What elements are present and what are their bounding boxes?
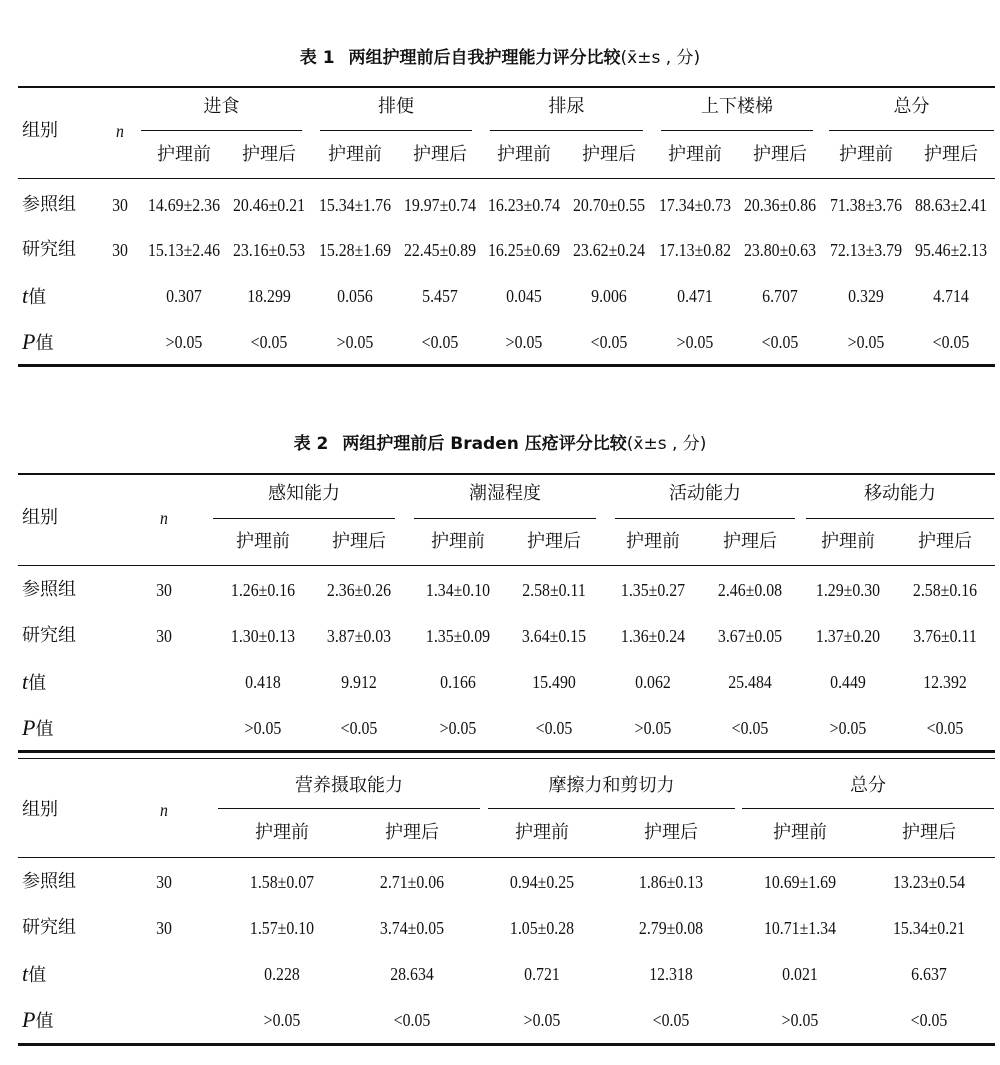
header-bottom-rule xyxy=(18,565,995,566)
row-label xyxy=(22,708,102,748)
category-underline xyxy=(213,518,395,519)
table-cell: 16.23±0.74 xyxy=(487,195,561,215)
table-cell: 2.79±0.08 xyxy=(638,918,704,938)
subheader-before: 护理前 xyxy=(515,822,569,843)
category-header: 上下楼梯 xyxy=(701,96,773,117)
table-cell: 1.35±0.27 xyxy=(620,580,686,600)
table-cell: 71.38±3.76 xyxy=(829,195,903,215)
table-cell: 1.86±0.13 xyxy=(638,872,704,892)
subheader-after: 护理后 xyxy=(918,531,972,552)
subheader-after: 护理后 xyxy=(582,144,636,165)
category-underline xyxy=(488,808,735,809)
table-cell: <0.05 xyxy=(731,718,769,738)
table-cell: <0.05 xyxy=(652,1010,690,1030)
table-cell: 12.318 xyxy=(649,964,693,984)
subheader-after: 护理后 xyxy=(332,531,386,552)
table-cell: 14.69±2.36 xyxy=(147,195,221,215)
table-cell: 10.71±1.34 xyxy=(763,918,837,938)
table-cell: 6.637 xyxy=(911,964,947,984)
group-header: 组别 xyxy=(22,507,58,528)
table-cell: <0.05 xyxy=(761,332,799,352)
table-cell: 0.329 xyxy=(848,286,884,306)
table1-caption xyxy=(0,46,1000,70)
row-n: 30 xyxy=(156,580,172,600)
subheader-after: 护理后 xyxy=(242,144,296,165)
table-cell: 20.46±0.21 xyxy=(232,195,306,215)
table-cell: 72.13±3.79 xyxy=(829,240,903,260)
table-cell: 9.006 xyxy=(591,286,627,306)
subheader-after: 护理后 xyxy=(413,144,467,165)
row-label-suffix: 值 xyxy=(35,1011,54,1032)
table-cell: <0.05 xyxy=(932,332,970,352)
subheader-before: 护理前 xyxy=(236,531,290,552)
subheader-after: 护理后 xyxy=(644,822,698,843)
table-cell: 23.16±0.53 xyxy=(232,240,306,260)
row-label xyxy=(22,322,102,362)
table-cell: 0.721 xyxy=(524,964,560,984)
table-cell: 1.26±0.16 xyxy=(230,580,296,600)
category-underline xyxy=(742,808,994,809)
table-top-rule xyxy=(18,758,995,759)
category-underline xyxy=(490,130,643,131)
table-cell: >0.05 xyxy=(634,718,672,738)
table-cell: 1.30±0.13 xyxy=(230,626,296,646)
row-label xyxy=(22,662,102,702)
table1-caption-stat: (x̄±s , 分) xyxy=(620,48,701,68)
table-cell: >0.05 xyxy=(847,332,885,352)
subheader-after: 护理后 xyxy=(924,144,978,165)
table-cell: >0.05 xyxy=(439,718,477,738)
table-cell: 4.714 xyxy=(933,286,969,306)
n-header: n xyxy=(116,121,124,141)
table-cell: 3.87±0.03 xyxy=(326,626,392,646)
category-header: 总分 xyxy=(850,775,886,796)
table-cell: 0.471 xyxy=(677,286,713,306)
table-cell: 3.67±0.05 xyxy=(717,626,783,646)
subheader-before: 护理前 xyxy=(821,531,875,552)
category-underline xyxy=(218,808,480,809)
table-cell: >0.05 xyxy=(263,1010,301,1030)
table-cell: 3.76±0.11 xyxy=(913,626,977,646)
table-cell: 15.28±1.69 xyxy=(318,240,392,260)
table-cell: >0.05 xyxy=(505,332,543,352)
table-cell: 95.46±2.13 xyxy=(914,240,988,260)
row-label: 研究组 xyxy=(22,625,76,646)
row-label xyxy=(22,954,102,994)
subheader-after: 护理后 xyxy=(753,144,807,165)
category-underline xyxy=(806,518,994,519)
subheader-before: 护理前 xyxy=(328,144,382,165)
subheader-before: 护理前 xyxy=(668,144,722,165)
subheader-after: 护理后 xyxy=(385,822,439,843)
subheader-before: 护理前 xyxy=(157,144,211,165)
group-header: 组别 xyxy=(22,120,58,141)
table-cell: 1.29±0.30 xyxy=(815,580,881,600)
table-cell: 0.021 xyxy=(782,964,818,984)
table-cell: 0.449 xyxy=(830,672,866,692)
table-cell: 1.05±0.28 xyxy=(509,918,575,938)
table-cell: <0.05 xyxy=(250,332,288,352)
table-cell: >0.05 xyxy=(244,718,282,738)
table-cell: 13.23±0.54 xyxy=(892,872,966,892)
table-cell: <0.05 xyxy=(926,718,964,738)
table-cell: 88.63±2.41 xyxy=(914,195,988,215)
table-cell: 15.490 xyxy=(532,672,576,692)
row-label xyxy=(22,1000,102,1040)
table1-caption-text: 两组护理前后自我护理能力评分比较 xyxy=(348,48,621,68)
table-cell: 2.46±0.08 xyxy=(717,580,783,600)
table2-caption-number: 表 2 xyxy=(293,434,329,454)
row-label-symbol: P xyxy=(22,715,36,740)
row-label-symbol: P xyxy=(22,329,36,354)
table-cell: 2.58±0.16 xyxy=(912,580,978,600)
category-header: 移动能力 xyxy=(864,483,936,504)
category-underline xyxy=(141,130,302,131)
table-cell: <0.05 xyxy=(590,332,628,352)
n-header: n xyxy=(160,508,168,528)
table-cell: <0.05 xyxy=(340,718,378,738)
table-cell: <0.05 xyxy=(393,1010,431,1030)
category-header: 总分 xyxy=(893,96,930,117)
table-cell: >0.05 xyxy=(676,332,714,352)
subheader-before: 护理前 xyxy=(626,531,680,552)
row-label-symbol: t xyxy=(22,961,29,986)
row-label xyxy=(22,276,102,316)
table-cell: 15.34±1.76 xyxy=(318,195,392,215)
table-cell: >0.05 xyxy=(829,718,867,738)
category-header: 潮湿程度 xyxy=(469,483,541,504)
table-cell: 17.13±0.82 xyxy=(658,240,732,260)
table-cell: 18.299 xyxy=(247,286,291,306)
table-cell: 2.36±0.26 xyxy=(326,580,392,600)
table-cell: 0.418 xyxy=(245,672,281,692)
table-cell: 2.71±0.06 xyxy=(379,872,445,892)
category-header: 摩擦力和剪切力 xyxy=(548,775,675,796)
table-cell: 15.34±0.21 xyxy=(892,918,966,938)
table2-caption-text: 两组护理前后 Braden 压疮评分比较 xyxy=(342,434,627,454)
group-header: 组别 xyxy=(22,798,58,820)
table1-caption-number: 表 1 xyxy=(299,48,335,68)
table-cell: 2.58±0.11 xyxy=(522,580,586,600)
table-cell: 23.62±0.24 xyxy=(572,240,646,260)
category-underline xyxy=(320,130,472,131)
category-underline xyxy=(661,130,813,131)
table-cell: 1.36±0.24 xyxy=(620,626,686,646)
table-cell: <0.05 xyxy=(910,1010,948,1030)
table-cell: 25.484 xyxy=(728,672,772,692)
table-cell: <0.05 xyxy=(421,332,459,352)
table-cell: 1.35±0.09 xyxy=(425,626,491,646)
subheader-before: 护理前 xyxy=(773,822,827,843)
row-label: 参照组 xyxy=(22,871,76,892)
category-underline xyxy=(615,518,795,519)
table-cell: 1.57±0.10 xyxy=(249,918,315,938)
table-cell: >0.05 xyxy=(165,332,203,352)
subheader-after: 护理后 xyxy=(527,531,581,552)
table-cell: 0.056 xyxy=(337,286,373,306)
subheader-before: 护理前 xyxy=(255,822,309,843)
table-cell: 3.64±0.15 xyxy=(521,626,587,646)
table-cell: >0.05 xyxy=(523,1010,561,1030)
table-cell: >0.05 xyxy=(781,1010,819,1030)
row-label-suffix: 值 xyxy=(35,719,54,740)
row-label-suffix: 值 xyxy=(28,287,47,308)
table-bottom-rule xyxy=(18,1043,995,1046)
table-cell: 0.307 xyxy=(166,286,202,306)
table-cell: 1.34±0.10 xyxy=(425,580,491,600)
table-cell: 12.392 xyxy=(923,672,967,692)
table2-caption-stat: (x̄±s , 分) xyxy=(626,434,707,454)
table-cell: 10.69±1.69 xyxy=(763,872,837,892)
subheader-before: 护理前 xyxy=(839,144,893,165)
table-cell: 0.228 xyxy=(264,964,300,984)
row-n: 30 xyxy=(156,872,172,892)
row-n: 30 xyxy=(156,918,172,938)
subheader-after: 护理后 xyxy=(902,822,956,843)
table-cell: 1.37±0.20 xyxy=(815,626,881,646)
header-bottom-rule xyxy=(18,857,995,858)
n-header: n xyxy=(160,799,168,820)
table-cell: 28.634 xyxy=(390,964,434,984)
table-cell: 23.80±0.63 xyxy=(743,240,817,260)
row-label-symbol: P xyxy=(22,1007,36,1032)
table-cell: 9.912 xyxy=(341,672,377,692)
row-n: 30 xyxy=(112,195,128,215)
table-cell: 0.94±0.25 xyxy=(509,872,575,892)
table-bottom-rule xyxy=(18,364,995,367)
table-cell: 0.062 xyxy=(635,672,671,692)
table-cell: 0.166 xyxy=(440,672,476,692)
row-label-symbol: t xyxy=(22,669,29,694)
header-bottom-rule xyxy=(18,178,995,179)
table-cell: 22.45±0.89 xyxy=(403,240,477,260)
table-cell: 17.34±0.73 xyxy=(658,195,732,215)
table-cell: 20.36±0.86 xyxy=(743,195,817,215)
row-label-suffix: 值 xyxy=(35,333,54,354)
row-label-suffix: 值 xyxy=(28,965,47,986)
category-header: 排尿 xyxy=(548,96,585,117)
row-label-symbol: t xyxy=(22,283,29,308)
category-header: 营养摄取能力 xyxy=(295,775,403,796)
category-header: 排便 xyxy=(378,96,414,117)
row-label: 参照组 xyxy=(22,194,76,215)
table2-caption xyxy=(0,432,1000,456)
table-cell: 15.13±2.46 xyxy=(147,240,221,260)
row-label-suffix: 值 xyxy=(28,673,47,694)
table-cell: 5.457 xyxy=(422,286,458,306)
row-label: 参照组 xyxy=(22,579,76,600)
category-header: 感知能力 xyxy=(268,483,340,504)
subheader-before: 护理前 xyxy=(431,531,485,552)
row-n: 30 xyxy=(156,626,172,646)
category-underline xyxy=(829,130,994,131)
category-header: 进食 xyxy=(203,96,240,117)
table-cell: <0.05 xyxy=(535,718,573,738)
subheader-before: 护理前 xyxy=(497,144,551,165)
table-cell: 20.70±0.55 xyxy=(572,195,646,215)
table-bottom-rule xyxy=(18,750,995,753)
category-header: 活动能力 xyxy=(669,483,741,504)
row-n: 30 xyxy=(112,240,128,260)
category-underline xyxy=(414,518,596,519)
subheader-after: 护理后 xyxy=(723,531,777,552)
table-cell: 3.74±0.05 xyxy=(379,918,445,938)
table-cell: 1.58±0.07 xyxy=(249,872,315,892)
row-label: 研究组 xyxy=(22,917,76,938)
table-cell: >0.05 xyxy=(336,332,374,352)
table-cell: 0.045 xyxy=(506,286,542,306)
table-cell: 6.707 xyxy=(762,286,798,306)
table-cell: 19.97±0.74 xyxy=(403,195,477,215)
table-cell: 16.25±0.69 xyxy=(487,240,561,260)
row-label: 研究组 xyxy=(22,239,76,260)
